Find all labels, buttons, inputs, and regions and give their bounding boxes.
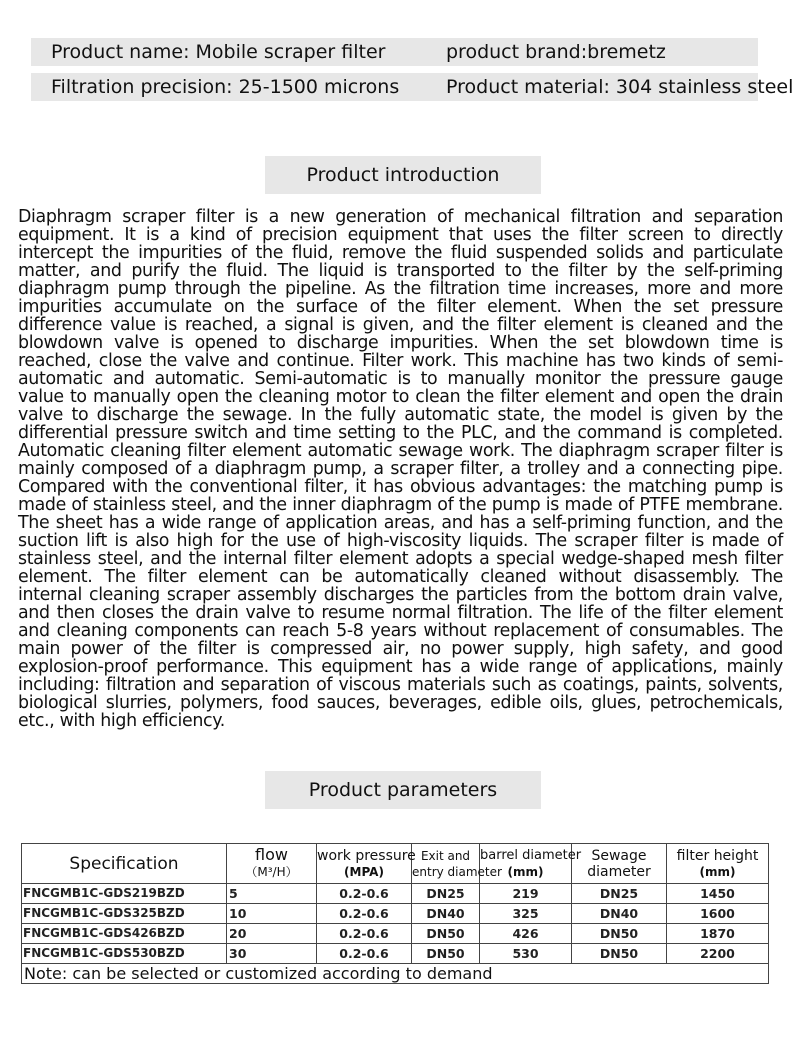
- section-title-introduction: Product introduction: [265, 156, 541, 194]
- filtration-precision: Filtration precision: 25-1500 microns: [51, 76, 400, 98]
- header-flow-unit: （M³/H）: [245, 865, 298, 879]
- header-filter-height: [667, 844, 769, 884]
- cell-exit-diameter: DN25: [412, 884, 480, 904]
- header-work-pressure: [317, 844, 416, 884]
- cell-barrel-diameter: 219: [480, 884, 572, 904]
- header-sewage-label: Sewage: [591, 847, 647, 864]
- header-sewage-label-2: diameter: [587, 863, 651, 880]
- table-note: Note: can be selected or customized according to demand: [22, 964, 769, 984]
- cell-flow: 30: [227, 944, 317, 964]
- table-row: [22, 944, 769, 964]
- cell-spec: FNCGMB1C-GDS426BZD: [22, 924, 227, 944]
- cell-sewage-diameter: DN40: [572, 904, 667, 924]
- header-height-unit: (mm): [699, 864, 736, 879]
- info-row-1: [31, 38, 758, 66]
- cell-flow: 20: [227, 924, 317, 944]
- header-pressure-label: work pressure: [317, 847, 416, 864]
- header-pressure-unit: (MPA): [344, 864, 384, 879]
- cell-filter-height: 1870: [667, 924, 769, 944]
- cell-spec: FNCGMB1C-GDS325BZD: [22, 904, 227, 924]
- cell-exit-diameter: DN50: [412, 944, 480, 964]
- product-name: Product name: Mobile scraper filter: [51, 41, 386, 63]
- cell-flow: 10: [227, 904, 317, 924]
- cell-filter-height: 1600: [667, 904, 769, 924]
- cell-barrel-diameter: 426: [480, 924, 572, 944]
- cell-barrel-diameter: 530: [480, 944, 572, 964]
- info-row-2: [31, 73, 793, 101]
- table-row: [22, 884, 769, 904]
- table-header-row: [22, 844, 769, 884]
- cell-spec: FNCGMB1C-GDS219BZD: [22, 884, 227, 904]
- header-specification: Specification: [22, 844, 227, 884]
- header-flow: [227, 844, 317, 884]
- cell-pressure: 0.2-0.6: [317, 924, 412, 944]
- cell-exit-diameter: DN40: [412, 904, 480, 924]
- cell-barrel-diameter: 325: [480, 904, 572, 924]
- note-row: [22, 964, 769, 984]
- header-flow-label: flow: [255, 845, 288, 864]
- header-exit-label-2: entry diameter: [412, 864, 502, 879]
- section-title-parameters: Product parameters: [265, 771, 541, 809]
- cell-sewage-diameter: DN50: [572, 924, 667, 944]
- header-barrel-unit: (mm): [507, 864, 544, 879]
- header-exit-label: Exit and: [420, 848, 471, 863]
- header-barrel-label: barrel diameter: [480, 847, 582, 863]
- cell-sewage-diameter: DN50: [572, 944, 667, 964]
- header-exit-entry-diameter: [412, 844, 502, 884]
- cell-filter-height: 1450: [667, 884, 769, 904]
- product-material: Product material: 304 stainless steel: [446, 76, 793, 98]
- parameters-table: [21, 843, 769, 984]
- introduction-paragraph: Diaphragm scraper filter is a new generation of mechanical filtration and separation equipment. It is a kind of precision equipment that uses the filter screen to directly intercept the impurities of the fluid, remove the fluid suspended solids and particulate matter, and purify the fluid. The liquid is transported to the filter by the self-priming diaphragm pump through the pipeline. As the filtration time increases, more and more impurities accumulate on the surface of the filter element. When the set pressure difference value is reached, a signal is given, and the filter element is cleaned and the blowdown valve is opened to discharge impurities. When the set blowdown time is reached, close the valve and continue. Filter work. This machine has two kinds of semi-automatic and automatic. Semi-automatic is to manually monitor the pressure gauge value to manually open the cleaning motor to clean the filter element and open the drain valve to discharge the sewage. In the fully automatic state, the model is given by the differential pressure switch and time setting to the PLC, and the command is completed. Automatic cleaning filter element automatic sewage work. The diaphragm scraper filter is mainly composed of a diaphragm pump, a scraper filter, a trolley and a connecting pipe. Compared with the conventional filter, it has obvious advantages: the matching pump is made of stainless steel, and the inner diaphragm of the pump is made of PTFE membrane. The sheet has a wide range of application areas, and has a self-priming function, and the suction lift is also high for the use of high-viscosity liquids. The scraper filter is made of stainless steel, and the internal filter element adopts a special wedge-shaped mesh filter element. The filter element can be automatically cleaned without disassembly. The internal cleaning scraper assembly discharges the particles from the bottom drain valve, and then closes the drain valve to resume normal filtration. The life of the filter element and cleaning components can reach 5-8 years without replacement of consumables. The main power of the filter is compressed air, no power supply, high safety, and good explosion-proof performance. This equipment has a wide range of applications, mainly including: filtration and separation of viscous materials such as coatings, paints, solvents, biological slurries, polymers, food sauces, beverages, edible oils, glues, petrochemicals, etc., with high efficiency.: [18, 207, 783, 731]
- header-height-label: filter height: [676, 847, 759, 864]
- cell-pressure: 0.2-0.6: [317, 884, 412, 904]
- cell-exit-diameter: DN50: [412, 924, 480, 944]
- header-sewage-diameter: [572, 844, 667, 884]
- table-row: [22, 904, 769, 924]
- cell-spec: FNCGMB1C-GDS530BZD: [22, 944, 227, 964]
- cell-flow: 5: [227, 884, 317, 904]
- cell-filter-height: 2200: [667, 944, 769, 964]
- cell-sewage-diameter: DN25: [572, 884, 667, 904]
- table-row: [22, 924, 769, 944]
- cell-pressure: 0.2-0.6: [317, 944, 412, 964]
- cell-pressure: 0.2-0.6: [317, 904, 412, 924]
- product-brand: product brand:bremetz: [446, 41, 666, 63]
